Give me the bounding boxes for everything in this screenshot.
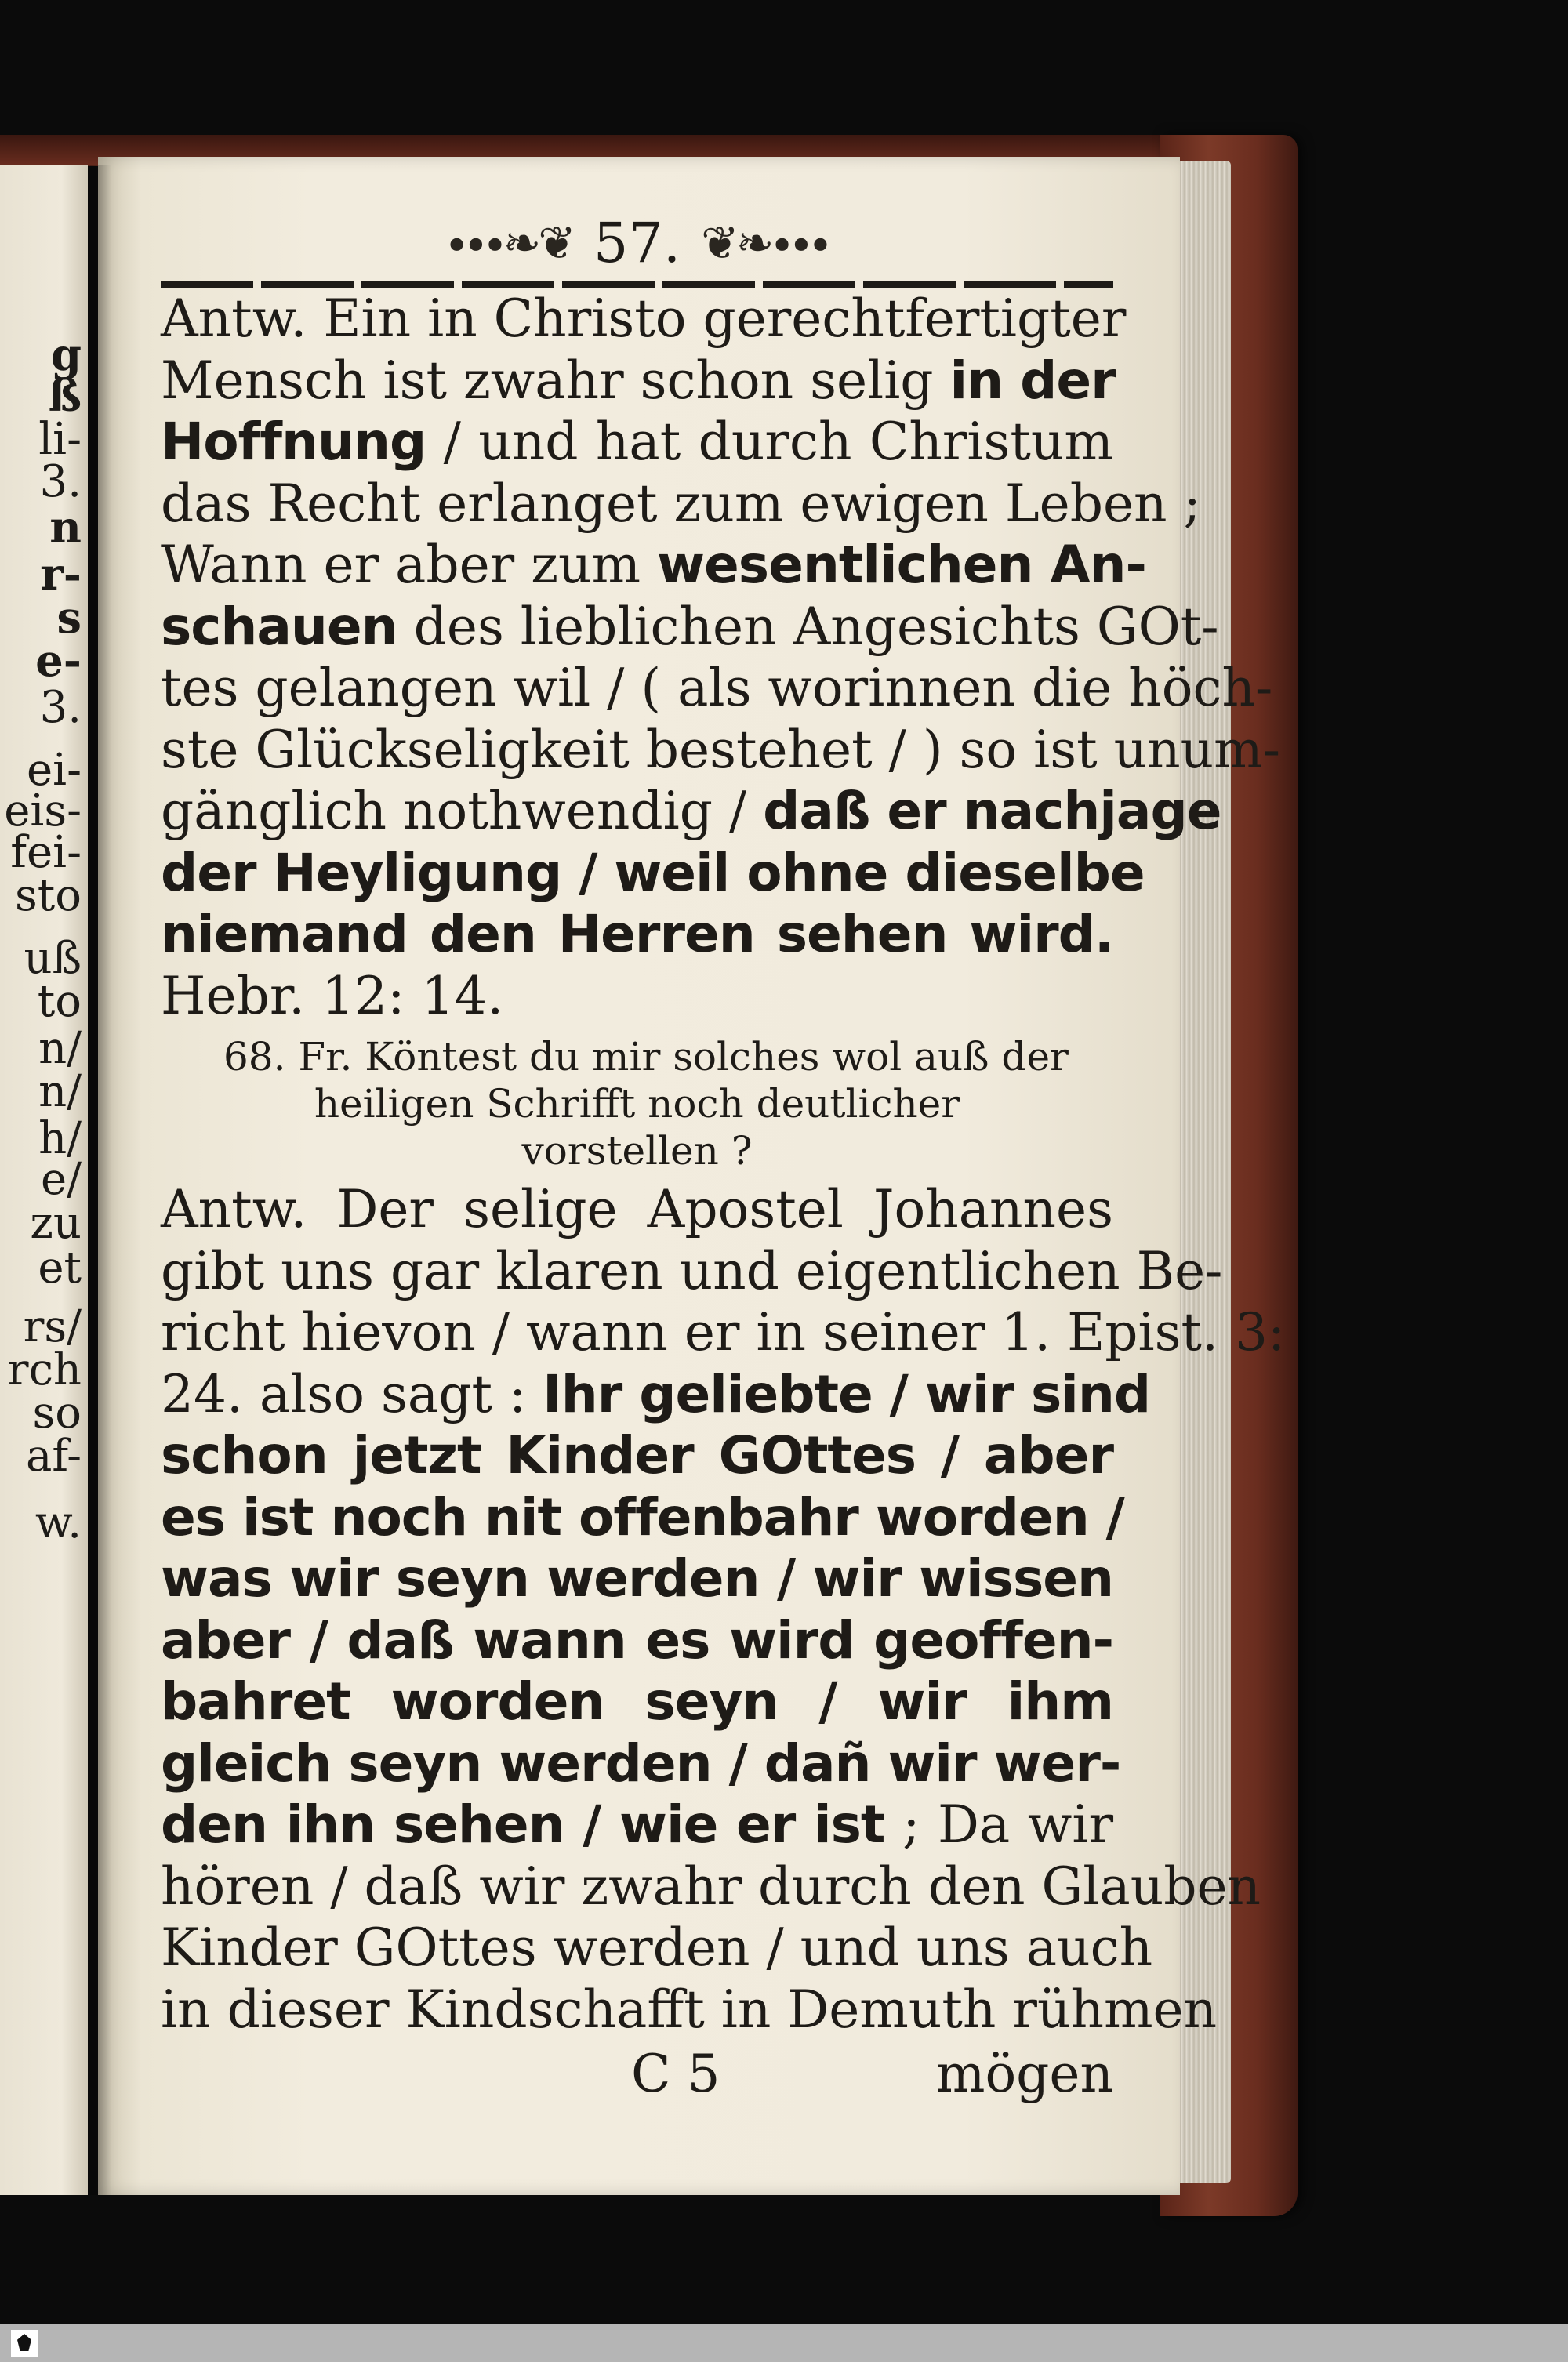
left-page-fragment: ei- (27, 745, 82, 796)
text-line (161, 1671, 1113, 1733)
text-segment: richt hievon / wann er in seiner 1. Epist. 3: (161, 1302, 1286, 1362)
left-page-fragment: li- (38, 414, 82, 465)
page-number: 57. (593, 211, 681, 275)
text-segment: Hebr. 12: 14. (161, 965, 504, 1026)
bold-text-segment: niemand den Herren sehen wird. (161, 904, 1113, 964)
left-page-fragment: rch (7, 1344, 82, 1395)
text-segment: das Recht erlanget zum ewigen Leben ; (161, 473, 1201, 534)
page-text-block (161, 211, 1286, 2106)
text-line (161, 1179, 1113, 1241)
text-segment: / und hat durch Christum (426, 412, 1113, 472)
text-segment: 24. also sagt : (161, 1363, 543, 1424)
text-segment: Kinder GOttes werden / und uns auch (161, 1918, 1153, 1978)
scanner-bottom-bar (0, 2324, 1568, 2362)
text-line (161, 1240, 1223, 1303)
text-line (161, 596, 1219, 659)
bold-text-segment: bahret worden seyn / wir ihm (161, 1671, 1113, 1732)
bold-text-segment: gleich seyn werden / dañ wir wer- (161, 1732, 1121, 1794)
text-segment: Mensch ist zwahr schon selig (161, 350, 950, 411)
running-header (161, 212, 1113, 274)
bold-text-segment: was wir seyn werden / wir wissen (161, 1548, 1113, 1609)
text-segment: Antw. Ein in Christo gerechtfertigter (161, 288, 1127, 349)
left-page-fragment: n (49, 502, 82, 553)
text-line (161, 1363, 1151, 1426)
text-line (161, 1856, 1261, 1918)
text-line (161, 904, 1113, 966)
text-segment: hören / daß wir zwahr durch den Glauben (161, 1856, 1261, 1917)
bold-text-segment: in der (949, 350, 1116, 411)
signature-mark: C 5 (631, 2044, 720, 2104)
left-page-fragment: rs/ (23, 1301, 82, 1352)
left-page-fragment: af- (25, 1431, 82, 1482)
bold-text-segment: Ihr geliebte / wir sind (543, 1363, 1151, 1424)
text-segment: des lieblichen Angesichts GOt- (397, 596, 1219, 657)
left-page-fragment: so (32, 1388, 82, 1439)
text-line (161, 966, 1113, 1028)
bold-text-segment: daß er nachjage (763, 781, 1221, 841)
question-line: vorstellen ? (521, 1128, 753, 1174)
ornament-right-icon: ❦❧∙∙∙ (701, 216, 829, 270)
bold-text-segment: Hoffnung (161, 412, 426, 472)
text-line (161, 1610, 1113, 1672)
left-page-fragment: 3. (39, 456, 82, 507)
text-line (161, 1918, 1153, 1979)
left-page-fragment: n/ (38, 1066, 82, 1117)
text-segment: tes gelangen wil / ( als worinnen die höch- (161, 658, 1273, 718)
bold-text-segment: den ihn sehen / wie er ist (161, 1794, 885, 1855)
text-segment: Antw. Der selige Apostel Johannes (161, 1179, 1113, 1239)
left-page-fragment: n/ (38, 1023, 82, 1074)
text-line (161, 1794, 1113, 1856)
bold-text-segment: der Heyligung / weil ohne dieselbe (161, 842, 1145, 903)
page-footer (161, 2044, 1113, 2106)
left-page-fragment: et (38, 1243, 82, 1293)
left-page-fragment: to (37, 976, 82, 1027)
left-page-fragment: fei- (10, 827, 82, 878)
text-line (161, 781, 1221, 843)
left-page-fragment: e/ (40, 1154, 82, 1205)
question-68 (161, 1033, 1113, 1174)
text-segment: in dieser Kindschafft in Demuth rühmen (161, 1979, 1218, 2040)
text-line (161, 412, 1113, 473)
bold-text-segment: schon jetzt Kinder GOttes / aber (161, 1425, 1113, 1486)
left-page-fragment: sto (15, 870, 82, 921)
left-page-fragment: s (56, 592, 82, 644)
bold-text-segment: wesentlichen An- (657, 535, 1146, 595)
text-segment: ; Da wir (884, 1794, 1114, 1855)
text-line (161, 719, 1281, 782)
bold-text-segment: es ist noch nit offenbahr worden / (161, 1486, 1124, 1547)
text-line (161, 350, 1116, 412)
left-page-fragment: e- (35, 635, 82, 687)
text-line (161, 535, 1146, 597)
text-segment: Wann er aber zum (161, 535, 658, 595)
text-line (161, 1486, 1124, 1549)
catchword: mögen (935, 2044, 1113, 2104)
question-line: 68. Fr. Köntest du mir solches wol auß der (223, 1034, 1069, 1079)
text-segment: ste Glückseligkeit bestehet / ) so ist unum- (161, 719, 1281, 780)
text-segment: gibt uns gar klaren und eigentlichen Be- (161, 1240, 1223, 1301)
left-page-fragment: r- (40, 549, 82, 600)
bold-text-segment: schauen (161, 596, 397, 657)
ornament-left-icon: ∙∙∙❧❦ (445, 216, 573, 270)
text-line (161, 1425, 1113, 1487)
answer-paragraph-2 (161, 1179, 1286, 2041)
text-segment: gänglich nothwendig / (161, 781, 764, 841)
question-line: heiligen Schrifft noch deutlicher (314, 1081, 960, 1127)
bold-text-segment: aber / daß wann es wird geoffen- (161, 1609, 1113, 1671)
text-line (161, 658, 1273, 720)
left-page-fragment: w. (34, 1497, 82, 1548)
left-page (0, 165, 88, 2195)
text-line (161, 288, 1127, 350)
text-line (161, 1548, 1113, 1610)
text-line (161, 1302, 1286, 1364)
text-line (161, 842, 1145, 905)
gutter-shadow (88, 165, 111, 2195)
text-line (161, 1732, 1121, 1795)
left-page-fragment: eis- (4, 786, 82, 836)
text-line (161, 1979, 1218, 2041)
answer-paragraph-1 (161, 288, 1281, 1027)
header-rule (161, 281, 1113, 288)
left-page-fragment: h/ (38, 1113, 82, 1164)
left-page-fragment: ß (48, 370, 82, 422)
text-line (161, 473, 1201, 535)
left-page-fragment: uß (24, 933, 82, 984)
left-page-fragment: 3. (39, 682, 82, 733)
left-page-fragment: zu (30, 1198, 82, 1249)
left-page-fragment: g (50, 329, 82, 381)
